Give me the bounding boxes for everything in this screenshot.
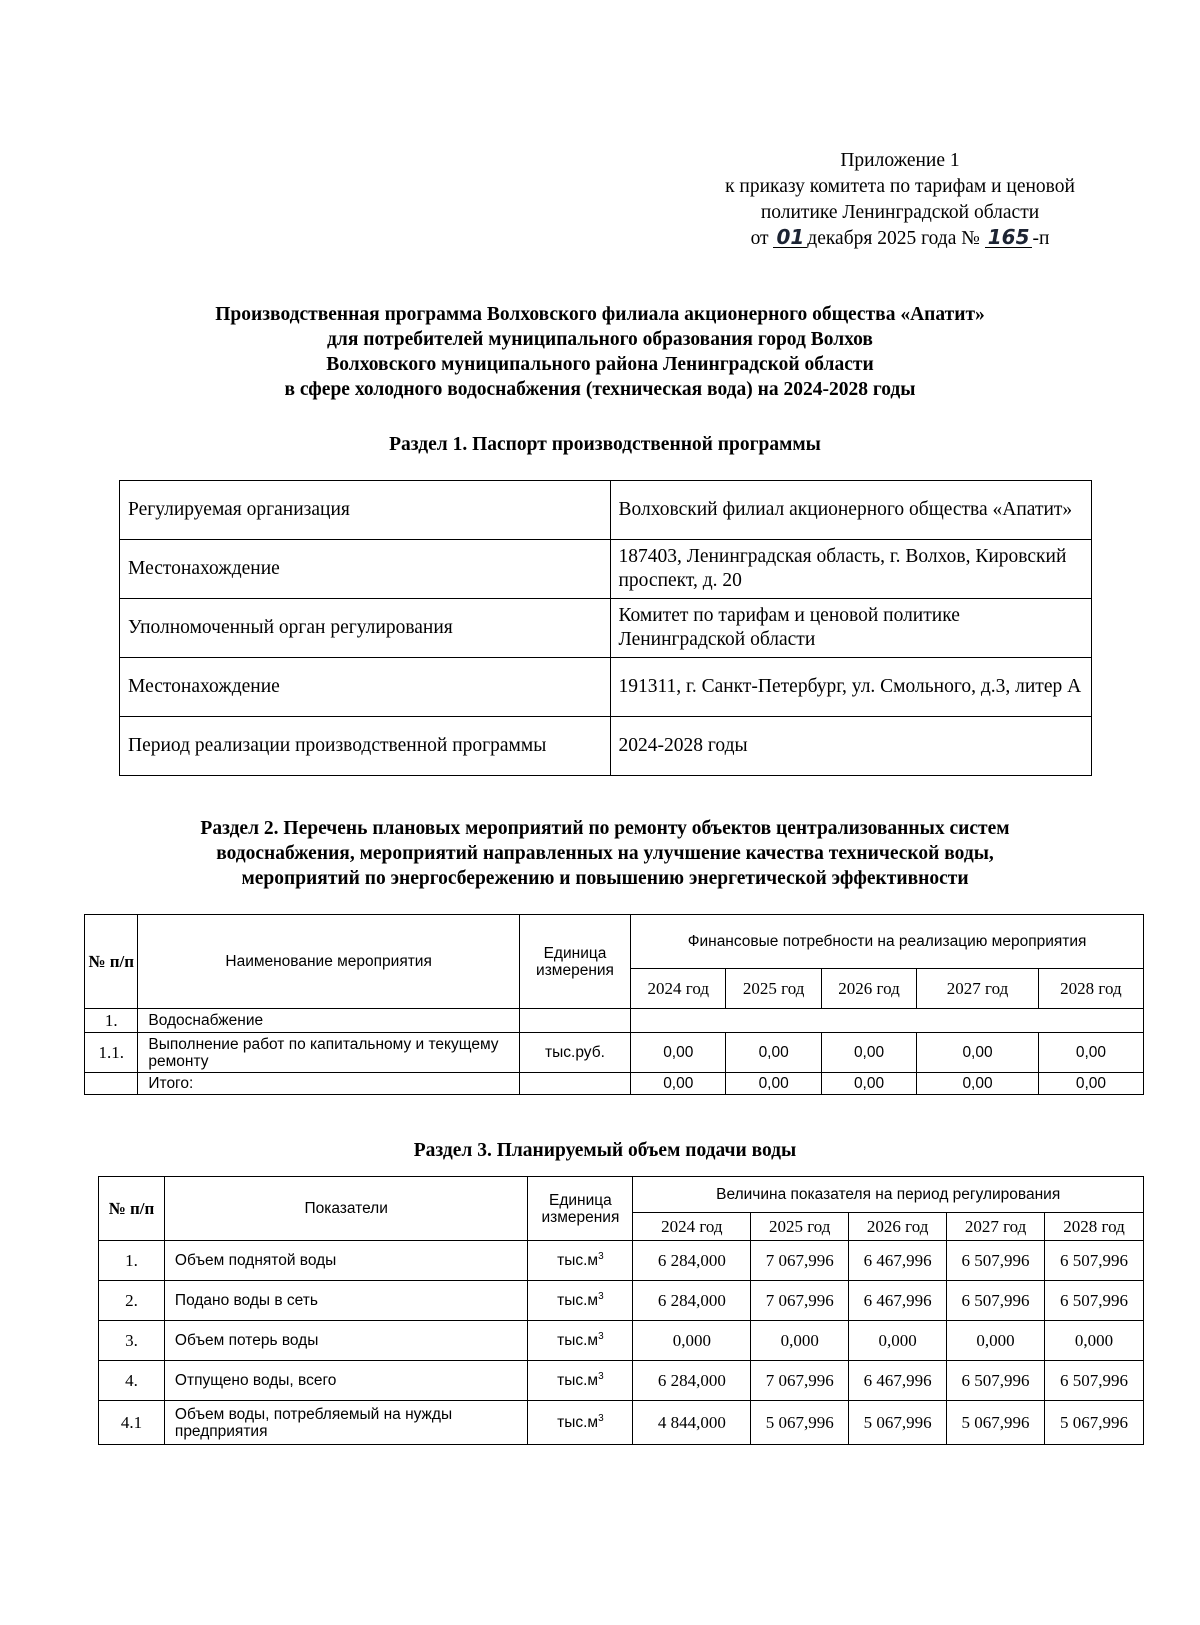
table-row bbox=[120, 717, 1092, 776]
unit-sup: 3 bbox=[598, 1290, 604, 1302]
table-row bbox=[120, 658, 1092, 717]
passport-label: Местонахождение bbox=[120, 540, 611, 599]
col-name-header: Наименование мероприятия bbox=[138, 915, 520, 1009]
table-row bbox=[120, 481, 1092, 540]
unit-text: тыс.м bbox=[557, 1414, 599, 1431]
table-header-row bbox=[85, 915, 1144, 969]
row-num: 1. bbox=[99, 1241, 165, 1281]
passport-value: Волховский филиал акционерного общества «Апатит» bbox=[610, 481, 1092, 540]
year-header: 2024 год bbox=[633, 1213, 751, 1241]
table-row bbox=[99, 1361, 1144, 1401]
row-num: 4.1 bbox=[99, 1401, 165, 1445]
passport-value: Комитет по тарифам и ценовой политике Ленинградской области bbox=[610, 599, 1092, 658]
year-header: 2026 год bbox=[849, 1213, 947, 1241]
date-rest: декабря 2025 года № bbox=[807, 228, 980, 249]
row-value: 6 507,996 bbox=[947, 1241, 1045, 1281]
section-2-heading-line-1: Раздел 2. Перечень плановых мероприятий по ремонту объектов централизованных систем bbox=[200, 818, 1010, 839]
row-value: 5 067,996 bbox=[1045, 1401, 1144, 1445]
table-row bbox=[99, 1401, 1144, 1445]
year-header: 2027 год bbox=[947, 1213, 1045, 1241]
year-header: 2025 год bbox=[751, 1213, 849, 1241]
order-date-line bbox=[660, 226, 1140, 252]
section-2-heading-line-3: мероприятий по энергосбережению и повышению энергетической эффективности bbox=[241, 868, 969, 889]
col-name-header: Показатели bbox=[164, 1177, 528, 1241]
row-value: 6 507,996 bbox=[1045, 1241, 1144, 1281]
row-value: 0,00 bbox=[821, 1033, 916, 1073]
title-line-3: Волховского муниципального района Ленинградской области bbox=[326, 354, 874, 375]
row-unit bbox=[528, 1361, 633, 1401]
passport-label: Местонахождение bbox=[120, 658, 611, 717]
col-group-header: Величина показателя на период регулирования bbox=[633, 1177, 1144, 1213]
row-unit bbox=[528, 1321, 633, 1361]
row-value: 6 507,996 bbox=[1045, 1361, 1144, 1401]
row-value: 4 844,000 bbox=[633, 1401, 751, 1445]
passport-label: Регулируемая организация bbox=[120, 481, 611, 540]
appendix-line-3: политике Ленинградской области bbox=[760, 202, 1040, 223]
row-name: Отпущено воды, всего bbox=[164, 1361, 528, 1401]
passport-value: 191311, г. Санкт-Петербург, ул. Смольного, д.3, литер А bbox=[610, 658, 1092, 717]
document-title bbox=[90, 302, 1110, 402]
section-3-heading: Раздел 3. Планируемый объем подачи воды bbox=[413, 1140, 797, 1161]
unit-text: тыс.м bbox=[557, 1292, 599, 1309]
row-value: 6 467,996 bbox=[849, 1361, 947, 1401]
row-unit: тыс.руб. bbox=[519, 1033, 630, 1073]
date-prefix: от bbox=[750, 228, 769, 249]
row-value: 0,000 bbox=[633, 1321, 751, 1361]
row-value: 7 067,996 bbox=[751, 1241, 849, 1281]
section-2-heading-line-2: водоснабжения, мероприятий направленных на улучшение качества технической воды, bbox=[216, 843, 994, 864]
row-value: 6 284,000 bbox=[633, 1361, 751, 1401]
row-value: 6 284,000 bbox=[633, 1281, 751, 1321]
row-value: 6 467,996 bbox=[849, 1281, 947, 1321]
row-value: 5 067,996 bbox=[849, 1401, 947, 1445]
section-2-heading bbox=[60, 816, 1150, 891]
row-name: Подано воды в сеть bbox=[164, 1281, 528, 1321]
unit-sup: 3 bbox=[598, 1330, 604, 1342]
year-header: 2025 год bbox=[726, 969, 821, 1009]
row-value: 0,00 bbox=[917, 1033, 1039, 1073]
row-name: Объем поднятой воды bbox=[164, 1241, 528, 1281]
handwritten-order-number: 165 bbox=[985, 227, 1033, 248]
table-row bbox=[85, 1033, 1144, 1073]
col-group-header: Финансовые потребности на реализацию мероприятия bbox=[631, 915, 1144, 969]
row-unit bbox=[519, 1009, 630, 1033]
total-value: 0,00 bbox=[1038, 1073, 1143, 1095]
row-name: Выполнение работ по капитальному и текущему ремонту bbox=[138, 1033, 520, 1073]
row-value: 6 507,996 bbox=[947, 1281, 1045, 1321]
unit-text: тыс.м bbox=[557, 1372, 599, 1389]
table-row bbox=[99, 1241, 1144, 1281]
handwritten-day: 01 bbox=[773, 227, 807, 248]
row-empty bbox=[631, 1009, 1144, 1033]
total-value: 0,00 bbox=[726, 1073, 821, 1095]
passport-table bbox=[119, 480, 1092, 776]
unit-text: тыс.м bbox=[557, 1252, 599, 1269]
order-suffix: -п bbox=[1032, 228, 1050, 249]
title-line-2: для потребителей муниципального образования город Волхов bbox=[327, 329, 873, 350]
row-name: Водоснабжение bbox=[138, 1009, 520, 1033]
col-unit-header: Единица измерения bbox=[528, 1177, 633, 1241]
title-line-4: в сфере холодного водоснабжения (техническая вода) на 2024-2028 годы bbox=[284, 379, 916, 400]
row-num: 3. bbox=[99, 1321, 165, 1361]
col-num-header: № п/п bbox=[85, 915, 138, 1009]
section-1-heading: Раздел 1. Паспорт производственной программы bbox=[389, 434, 821, 455]
col-unit-header: Единица измерения bbox=[519, 915, 630, 1009]
row-value: 0,000 bbox=[947, 1321, 1045, 1361]
table-row bbox=[99, 1281, 1144, 1321]
table-header-row bbox=[99, 1177, 1144, 1213]
measures-table bbox=[84, 914, 1144, 1095]
year-header: 2027 год bbox=[917, 969, 1039, 1009]
unit-sup: 3 bbox=[598, 1412, 604, 1424]
row-num: 4. bbox=[99, 1361, 165, 1401]
table-row bbox=[99, 1321, 1144, 1361]
row-value: 6 467,996 bbox=[849, 1241, 947, 1281]
row-value: 7 067,996 bbox=[751, 1361, 849, 1401]
row-unit bbox=[528, 1281, 633, 1321]
table-row-total bbox=[85, 1073, 1144, 1095]
appendix-header bbox=[660, 148, 1140, 252]
passport-value: 2024-2028 годы bbox=[610, 717, 1092, 776]
table-row bbox=[120, 540, 1092, 599]
row-num: 2. bbox=[99, 1281, 165, 1321]
title-line-1: Производственная программа Волховского филиала акционерного общества «Апатит» bbox=[215, 304, 985, 325]
table-row bbox=[85, 1009, 1144, 1033]
row-value: 7 067,996 bbox=[751, 1281, 849, 1321]
passport-label: Уполномоченный орган регулирования bbox=[120, 599, 611, 658]
year-header: 2024 год bbox=[631, 969, 726, 1009]
passport-value: 187403, Ленинградская область, г. Волхов, Кировский проспект, д. 20 bbox=[610, 540, 1092, 599]
col-num-header: № п/п bbox=[99, 1177, 165, 1241]
row-value: 0,00 bbox=[631, 1033, 726, 1073]
unit-sup: 3 bbox=[598, 1250, 604, 1262]
row-unit bbox=[528, 1241, 633, 1281]
unit-sup: 3 bbox=[598, 1370, 604, 1382]
row-value: 5 067,996 bbox=[947, 1401, 1045, 1445]
appendix-line-2: к приказу комитета по тарифам и ценовой bbox=[725, 176, 1075, 197]
row-value: 0,000 bbox=[849, 1321, 947, 1361]
row-unit bbox=[519, 1073, 630, 1095]
water-volume-table bbox=[98, 1176, 1144, 1445]
row-value: 0,000 bbox=[751, 1321, 849, 1361]
row-num bbox=[85, 1073, 138, 1095]
row-value: 6 507,996 bbox=[1045, 1281, 1144, 1321]
year-header: 2026 год bbox=[821, 969, 916, 1009]
year-header: 2028 год bbox=[1038, 969, 1143, 1009]
row-value: 6 284,000 bbox=[633, 1241, 751, 1281]
row-name: Объем потерь воды bbox=[164, 1321, 528, 1361]
row-value: 6 507,996 bbox=[947, 1361, 1045, 1401]
row-value: 0,000 bbox=[1045, 1321, 1144, 1361]
total-value: 0,00 bbox=[821, 1073, 916, 1095]
row-value: 0,00 bbox=[726, 1033, 821, 1073]
appendix-label: Приложение 1 bbox=[840, 150, 960, 171]
row-num: 1. bbox=[85, 1009, 138, 1033]
total-label: Итого: bbox=[138, 1073, 520, 1095]
row-name: Объем воды, потребляемый на нужды предприятия bbox=[164, 1401, 528, 1445]
passport-label: Период реализации производственной программы bbox=[120, 717, 611, 776]
row-unit bbox=[528, 1401, 633, 1445]
year-header: 2028 год bbox=[1045, 1213, 1144, 1241]
row-num: 1.1. bbox=[85, 1033, 138, 1073]
row-value: 5 067,996 bbox=[751, 1401, 849, 1445]
table-row bbox=[120, 599, 1092, 658]
unit-text: тыс.м bbox=[557, 1332, 599, 1349]
row-value: 0,00 bbox=[1038, 1033, 1143, 1073]
total-value: 0,00 bbox=[917, 1073, 1039, 1095]
total-value: 0,00 bbox=[631, 1073, 726, 1095]
